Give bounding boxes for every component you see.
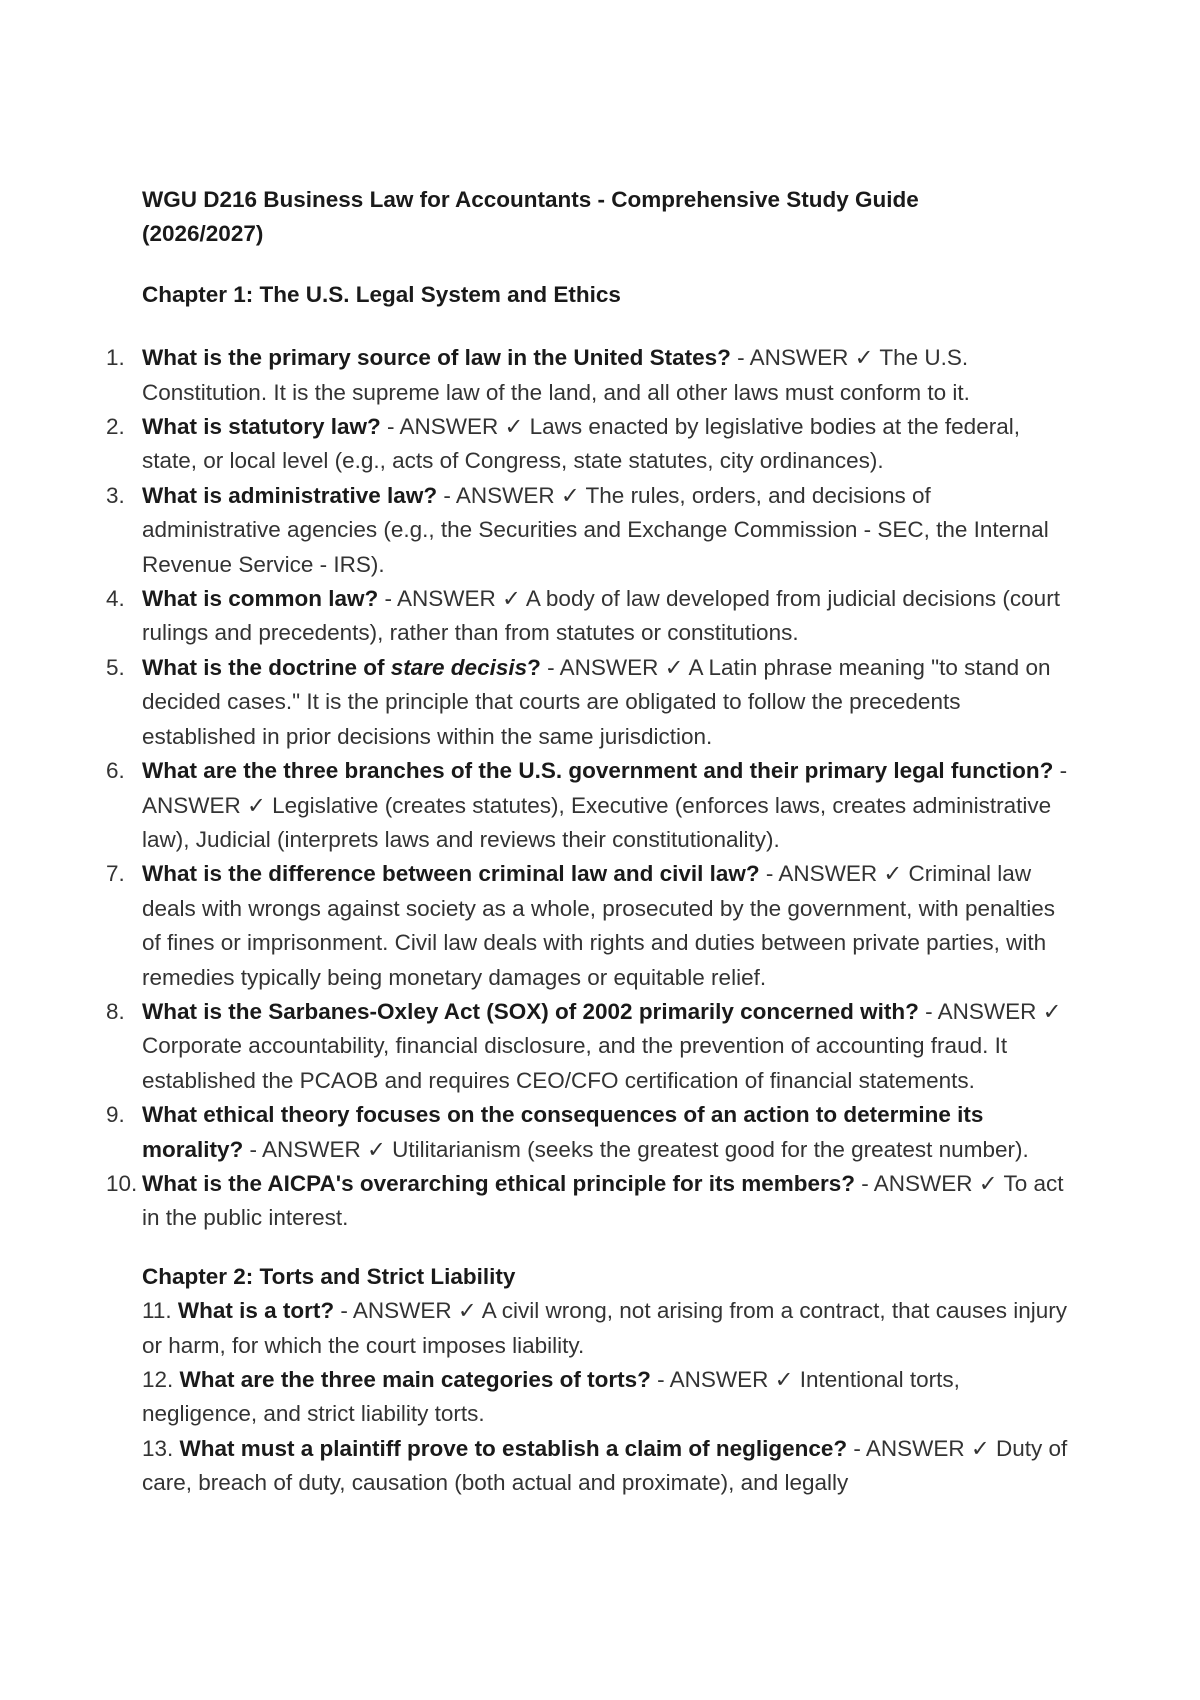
answer-prefix: - ANSWER ✓ bbox=[378, 586, 526, 612]
question-text-end: ? bbox=[527, 654, 541, 680]
item-number: 5. bbox=[106, 654, 125, 680]
answer-text: Legislative (creates statutes), Executive (enforces laws, creates administrative law), Judicial (interprets laws and reviews their constitutionality). bbox=[142, 792, 1052, 852]
list-item bbox=[142, 1294, 1072, 1363]
answer-text: Duty of care, breach of duty, causation (both actual and proximate), and legally bbox=[142, 1435, 1068, 1496]
list-item bbox=[142, 1363, 1072, 1432]
question-text: What is the Sarbanes-Oxley Act (SOX) of 2002 primarily concerned with? bbox=[142, 998, 919, 1024]
answer-prefix: - ANSWER ✓ bbox=[759, 861, 909, 887]
chapter-2-heading: Chapter 2: Torts and Strict Liability bbox=[142, 1263, 516, 1289]
list-item bbox=[106, 857, 1072, 995]
answer-text: Laws enacted by legislative bodies at the federal, state, or local level (e.g., acts of Congress, state statutes, city ordinances). bbox=[142, 414, 1020, 474]
list-item bbox=[106, 1098, 1072, 1167]
answer-prefix: - ANSWER ✓ bbox=[243, 1136, 393, 1162]
item-number: 10. bbox=[106, 1170, 138, 1196]
item-number: 8. bbox=[106, 998, 125, 1024]
answer-prefix: - ANSWER ✓ bbox=[918, 998, 1062, 1024]
item-number: 2. bbox=[106, 414, 125, 440]
answer-text: To act in the public interest. bbox=[142, 1170, 1064, 1231]
answer-prefix: - ANSWER ✓ bbox=[855, 1170, 1004, 1196]
question-text: What is the AICPA's overarching ethical principle for its members? bbox=[142, 1170, 856, 1196]
list-item bbox=[106, 995, 1072, 1098]
list-item bbox=[106, 582, 1072, 651]
item-number: 4. bbox=[106, 586, 125, 612]
answer-prefix: - ANSWER ✓ bbox=[334, 1298, 482, 1324]
item-number: 1. bbox=[106, 345, 125, 371]
question-text bbox=[142, 655, 541, 680]
question-text: What ethical theory focuses on the consequences of an action to determine its morality? bbox=[142, 1102, 984, 1162]
answer-text: Utilitarianism (seeks the greatest good for the greatest number). bbox=[392, 1136, 1029, 1162]
answer-prefix: - ANSWER ✓ bbox=[730, 345, 880, 371]
answer-text: Criminal law deals with wrongs against society as a whole, prosecuted by the government, with penalties of fines or imprisonment. Civil law deals with rights and duties between private parties, with remedies typically being monetary damages or equitable relief. bbox=[142, 861, 1056, 990]
question-text: What is common law? bbox=[142, 586, 379, 612]
list-item bbox=[106, 651, 1072, 754]
answer-text: A Latin phrase meaning "to stand on decided cases." It is the principle that courts are obligated to follow the precedents established in prior decisions within the same jurisdiction. bbox=[142, 654, 1051, 749]
list-item bbox=[106, 479, 1072, 582]
item-number: 7. bbox=[106, 861, 125, 887]
question-text: What is a tort? bbox=[177, 1298, 335, 1324]
document-page bbox=[106, 183, 1072, 1501]
chapter-1-heading: Chapter 1: The U.S. Legal System and Ethics bbox=[142, 281, 621, 307]
document-title: WGU D216 Business Law for Accountants - Comprehensive Study Guide (2026/2027) bbox=[142, 187, 919, 247]
question-text: What is administrative law? bbox=[142, 482, 438, 508]
answer-prefix: - ANSWER ✓ bbox=[650, 1367, 800, 1392]
item-number: 12. bbox=[142, 1367, 174, 1392]
question-text-start: What is the doctrine of bbox=[142, 654, 391, 680]
chapter-1-question-list bbox=[106, 341, 1072, 1236]
list-item bbox=[106, 754, 1072, 857]
answer-text: The U.S. Constitution. It is the supreme law of the land, and all other laws must conform to it. bbox=[142, 345, 970, 405]
list-item bbox=[142, 1432, 1072, 1501]
answer-text: A civil wrong, not arising from a contract, that causes injury or harm, for which the court imposes liability. bbox=[142, 1298, 1068, 1358]
answer-prefix: - ANSWER ✓ bbox=[847, 1435, 997, 1461]
latin-term: stare decisis bbox=[390, 654, 528, 680]
answer-prefix: - ANSWER ✓ bbox=[380, 414, 530, 440]
item-number: 6. bbox=[106, 758, 125, 784]
answer-prefix: - ANSWER ✓ bbox=[540, 654, 689, 680]
item-number: 11. bbox=[142, 1298, 172, 1324]
item-number: 3. bbox=[106, 482, 125, 508]
answer-prefix: - ANSWER ✓ bbox=[142, 758, 1068, 818]
question-text: What must a plaintiff prove to establish a claim of negligence? bbox=[179, 1435, 848, 1461]
item-number: 13. bbox=[142, 1435, 174, 1461]
answer-prefix: - ANSWER ✓ bbox=[437, 482, 586, 508]
question-text: What are the three main categories of torts? bbox=[179, 1367, 651, 1392]
question-text: What is statutory law? bbox=[142, 414, 381, 440]
answer-text: The rules, orders, and decisions of administrative agencies (e.g., the Securities and Exchange Commission - SEC, the Internal Revenue Service - IRS). bbox=[142, 482, 1049, 577]
list-item bbox=[106, 410, 1072, 479]
question-text: What is the primary source of law in the United States? bbox=[142, 345, 731, 371]
item-number: 9. bbox=[106, 1102, 125, 1128]
question-text: What is the difference between criminal law and civil law? bbox=[142, 861, 760, 887]
list-item bbox=[106, 1167, 1072, 1236]
list-item bbox=[106, 341, 1072, 410]
answer-text: A body of law developed from judicial decisions (court rulings and precedents), rather than from statutes or constitutions. bbox=[142, 586, 1060, 646]
answer-text: Corporate accountability, financial disclosure, and the prevention of accounting fraud. It established the PCAOB and requires CEO/CFO certification of financial statements. bbox=[142, 1033, 1008, 1093]
question-text: What are the three branches of the U.S. government and their primary legal function? bbox=[142, 758, 1054, 784]
answer-text: Intentional torts, negligence, and strict liability torts. bbox=[142, 1367, 960, 1427]
